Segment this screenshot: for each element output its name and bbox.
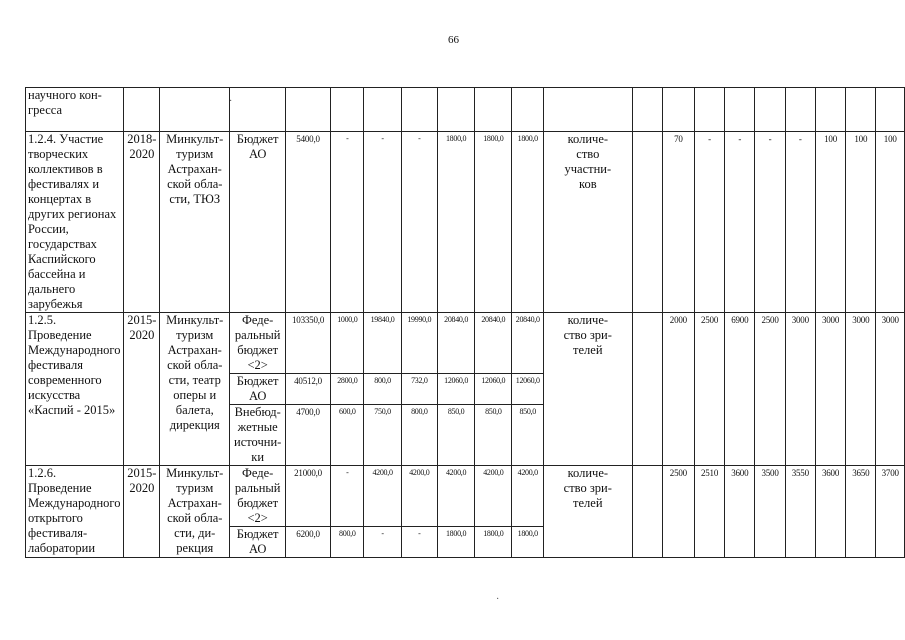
- target-value-cell-text: 3000: [852, 315, 870, 325]
- budget-value-cell: [437, 132, 474, 313]
- unit-cell: [632, 466, 662, 558]
- target-value-cell: [846, 313, 876, 466]
- target-value-cell-text: 100: [854, 134, 868, 144]
- executor-cell: [160, 132, 230, 313]
- target-value-cell: [694, 313, 724, 466]
- target-value-cell: [662, 466, 694, 558]
- target-value-cell: [662, 132, 694, 313]
- funding-source-cell: [230, 405, 286, 466]
- funding-source-cell-text: Феде- ральный бюджет <2>: [234, 313, 281, 372]
- empty-cell: [124, 88, 160, 132]
- budget-value-cell-text: 4700,0: [296, 407, 320, 417]
- budget-value-cell: [512, 466, 544, 527]
- target-value-cell-text: 70: [674, 134, 683, 144]
- indicator-cell-text: количе- ство зри- телей: [563, 466, 612, 510]
- years-cell: [124, 313, 160, 466]
- indicator-cell-text: количе- ство участни- ков: [564, 132, 612, 191]
- budget-value-cell: [364, 374, 401, 405]
- budget-value-cell-text: 12060,0: [515, 376, 540, 385]
- empty-cell: [512, 88, 544, 132]
- budget-value-cell-text: -: [381, 529, 384, 538]
- target-value-cell-text: -: [768, 134, 772, 144]
- budget-value-cell: [475, 313, 512, 374]
- budget-value-cell-text: 600,0: [339, 407, 356, 416]
- budget-value-cell-text: 1800,0: [483, 529, 504, 538]
- budget-value-cell: [331, 132, 364, 313]
- empty-cell: [285, 88, 330, 132]
- budget-value-cell: [331, 466, 364, 527]
- budget-value-cell: [285, 466, 330, 527]
- unit-cell: [632, 313, 662, 466]
- budget-value-cell: [401, 132, 437, 313]
- empty-cell: [694, 88, 724, 132]
- budget-value-cell-text: 40512,0: [294, 376, 322, 386]
- target-value-cell-text: 3600: [821, 468, 840, 478]
- budget-value-cell: [285, 374, 330, 405]
- activity-name-cell: [26, 313, 124, 466]
- empty-cell: [437, 88, 474, 132]
- target-value-cell: [755, 313, 785, 466]
- executor-cell-text: Минкульт- туризм Астрахан- ской обла- сти, ди- рекция: [166, 466, 224, 555]
- target-value-cell-text: 3700: [881, 468, 899, 478]
- budget-value-cell-text: 1000,0: [337, 315, 358, 324]
- target-value-cell-text: 3500: [761, 468, 779, 478]
- target-value-cell: [662, 313, 694, 466]
- budget-value-cell-text: 850,0: [485, 407, 502, 416]
- budget-value-cell: [475, 132, 512, 313]
- target-value-cell-text: 3600: [731, 468, 749, 478]
- target-value-cell: [694, 466, 724, 558]
- budget-value-cell-text: 4200,0: [483, 468, 504, 477]
- target-value-cell: [815, 313, 845, 466]
- budget-value-cell: [401, 527, 437, 558]
- empty-cell: [662, 88, 694, 132]
- target-value-cell-text: 2500: [761, 315, 779, 325]
- table-row: [26, 132, 905, 313]
- empty-cell: [475, 88, 512, 132]
- target-value-cell-text: 3000: [881, 315, 899, 325]
- funding-source-cell-text: Бюджет АО: [236, 374, 279, 403]
- empty-cell: [785, 88, 815, 132]
- budget-value-cell: [285, 405, 330, 466]
- funding-source-cell-text: Бюджет АО: [236, 132, 279, 161]
- activity-name-cell: [26, 466, 124, 558]
- years-cell-text: 2015- 2020: [127, 313, 157, 342]
- budget-value-cell-text: -: [346, 468, 349, 477]
- years-cell-text: 2018- 2020: [127, 132, 157, 161]
- budget-value-cell: [437, 313, 474, 374]
- target-value-cell: [725, 313, 755, 466]
- target-value-cell-text: 2500: [700, 315, 719, 325]
- target-value-cell: [755, 132, 785, 313]
- empty-cell: [230, 88, 286, 132]
- budget-value-cell-text: 20840,0: [444, 315, 469, 324]
- budget-value-cell-text: 1800,0: [483, 134, 504, 143]
- budget-value-cell-text: 1800,0: [445, 134, 467, 143]
- budget-value-cell: [401, 466, 437, 527]
- budget-value-cell-text: 2800,0: [337, 376, 358, 385]
- budget-value-cell: [437, 466, 474, 527]
- table-row: [26, 88, 905, 132]
- budget-value-cell-text: 850,0: [447, 407, 465, 416]
- activity-name-cell-text: 1.2.4. Участие творческих коллективов в фестивалях и концертах в других регионах России, государствах Каспийского бассейна и дальнего зарубежья: [28, 132, 117, 311]
- indicator-cell: [544, 313, 633, 466]
- activity-name-cell-text: научного кон- гресса: [28, 88, 102, 117]
- budget-value-cell-text: 732,0: [411, 376, 428, 385]
- budget-value-cell-text: 19990,0: [407, 315, 432, 324]
- indicator-cell: [544, 132, 633, 313]
- budget-value-cell-text: -: [381, 134, 384, 143]
- budget-value-cell: [364, 466, 401, 527]
- empty-cell: [846, 88, 876, 132]
- activity-name-cell-text: 1.2.5. Проведение Международного фестиваля современного искусства «Каспий - 2015»: [28, 313, 121, 417]
- budget-value-cell-text: 4200,0: [372, 468, 393, 477]
- activity-name-cell: [26, 132, 124, 313]
- funding-source-cell-text: Внебюд- жетные источни- ки: [234, 405, 282, 464]
- budget-value-cell: [401, 313, 437, 374]
- budget-value-cell-text: 1800,0: [445, 529, 467, 538]
- budget-value-cell: [475, 527, 512, 558]
- target-value-cell: [815, 132, 845, 313]
- budget-value-cell-text: 1800,0: [517, 529, 538, 538]
- target-value-cell: [725, 466, 755, 558]
- executor-cell-text: Минкульт- туризм Астрахан- ской обла- сти, ТЮЗ: [166, 132, 224, 206]
- budget-value-cell-text: 6200,0: [296, 529, 320, 539]
- target-value-cell-text: -: [798, 134, 802, 144]
- target-value-cell: [815, 466, 845, 558]
- target-value-cell-text: 3550: [791, 468, 809, 478]
- target-value-cell: [755, 466, 785, 558]
- budget-value-cell: [437, 405, 474, 466]
- empty-cell: [876, 88, 905, 132]
- years-cell-text: 2015- 2020: [127, 466, 157, 495]
- target-value-cell: [785, 132, 815, 313]
- scan-speck: ·: [496, 594, 500, 605]
- target-value-cell-text: 2510: [700, 468, 719, 478]
- target-value-cell: [785, 466, 815, 558]
- executor-cell-text: Минкульт- туризм Астрахан- ской обла- сти, театр оперы и балета, дирекция: [166, 313, 224, 432]
- target-value-cell-text: 3000: [791, 315, 809, 325]
- table-row: [26, 466, 905, 527]
- target-value-cell-text: 100: [824, 134, 838, 144]
- budget-value-cell-text: 800,0: [411, 407, 428, 416]
- budget-value-cell: [437, 374, 474, 405]
- budget-value-cell: [285, 132, 330, 313]
- activity-name-cell-text: 1.2.6. Проведение Международного открытого фестиваля-лаборатории: [28, 466, 121, 555]
- budget-value-cell: [285, 313, 330, 374]
- budget-value-cell: [285, 527, 330, 558]
- target-value-cell-text: 2500: [669, 468, 687, 478]
- budget-value-cell: [475, 374, 512, 405]
- budget-value-cell-text: -: [346, 134, 349, 143]
- empty-cell: [725, 88, 755, 132]
- budget-value-cell: [331, 405, 364, 466]
- empty-cell: [160, 88, 233, 132]
- budget-value-cell-text: 800,0: [374, 376, 391, 385]
- years-cell: [124, 466, 160, 558]
- budget-value-cell: [512, 374, 544, 405]
- budget-value-cell: [331, 374, 364, 405]
- budget-value-cell-text: 12060,0: [481, 376, 506, 385]
- indicator-cell: [544, 466, 633, 558]
- budget-value-cell-text: 19840,0: [370, 315, 395, 324]
- budget-value-cell: [364, 132, 401, 313]
- budget-value-cell-text: 850,0: [519, 407, 536, 416]
- budget-value-cell: [364, 405, 401, 466]
- funding-source-cell-text: Бюджет АО: [236, 527, 279, 556]
- funding-source-cell: [230, 313, 286, 374]
- target-value-cell: [694, 132, 724, 313]
- budget-value-cell-text: -: [418, 529, 421, 538]
- budget-value-cell: [401, 405, 437, 466]
- budget-value-cell-text: 20840,0: [515, 315, 540, 324]
- budget-value-cell-text: 4200,0: [409, 468, 430, 477]
- budget-value-cell-text: 750,0: [374, 407, 391, 416]
- empty-cell: [364, 88, 401, 132]
- budget-value-cell-text: 20840,0: [481, 315, 506, 324]
- funding-source-cell: [230, 466, 286, 527]
- target-value-cell: [846, 132, 876, 313]
- budget-value-cell-text: -: [418, 134, 421, 143]
- target-value-cell-text: 3650: [852, 468, 870, 478]
- page-number: 66: [448, 34, 459, 46]
- empty-cell: [755, 88, 785, 132]
- target-value-cell-text: 2000: [669, 315, 687, 325]
- budget-value-cell-text: 4200,0: [517, 468, 538, 477]
- executor-cell: [160, 313, 230, 466]
- indicator-cell-text: количе- ство зри- телей: [563, 313, 612, 357]
- budget-value-cell: [512, 405, 544, 466]
- budget-value-cell: [512, 313, 544, 374]
- budget-value-cell-text: 1800,0: [517, 134, 538, 143]
- budget-value-cell: [512, 527, 544, 558]
- funding-source-cell: [230, 527, 286, 558]
- empty-cell: [544, 88, 633, 132]
- empty-cell: [815, 88, 845, 132]
- budget-value-cell: [475, 405, 512, 466]
- budget-value-cell: [364, 527, 401, 558]
- budget-value-cell-text: 800,0: [339, 529, 356, 538]
- budget-value-cell: [364, 313, 401, 374]
- target-value-cell-text: -: [708, 134, 711, 144]
- budget-value-cell-text: 21000,0: [294, 468, 322, 478]
- funding-source-cell-text: Феде- ральный бюджет <2>: [234, 466, 281, 525]
- target-value-cell: [785, 313, 815, 466]
- funding-source-cell: [230, 132, 286, 313]
- target-value-cell: [876, 466, 905, 558]
- target-value-cell-text: 3000: [821, 315, 840, 325]
- empty-cell: [632, 88, 662, 132]
- target-value-cell: [876, 313, 905, 466]
- budget-value-cell: [437, 527, 474, 558]
- years-cell: [124, 132, 160, 313]
- target-value-cell-text: 100: [883, 134, 897, 144]
- activity-name-cell: [26, 88, 124, 132]
- empty-cell: [331, 88, 364, 132]
- budget-value-cell-text: 5400,0: [296, 134, 320, 144]
- budget-value-cell: [331, 313, 364, 374]
- budget-value-cell: [401, 374, 437, 405]
- budget-value-cell-text: 4200,0: [445, 468, 467, 477]
- executor-cell: [160, 466, 230, 558]
- unit-cell: [632, 132, 662, 313]
- table-row: [26, 313, 905, 374]
- scan-speck: ·: [229, 96, 233, 107]
- budget-value-cell: [475, 466, 512, 527]
- budget-value-cell-text: 12060,0: [444, 376, 469, 385]
- empty-cell: [401, 88, 437, 132]
- budget-table: [25, 87, 905, 558]
- target-value-cell: [876, 132, 905, 313]
- target-value-cell: [846, 466, 876, 558]
- target-value-cell-text: 6900: [731, 315, 749, 325]
- budget-value-cell: [331, 527, 364, 558]
- budget-value-cell: [512, 132, 544, 313]
- funding-source-cell: [230, 374, 286, 405]
- budget-value-cell-text: 103350,0: [291, 315, 325, 325]
- target-value-cell-text: -: [738, 134, 742, 144]
- target-value-cell: [725, 132, 755, 313]
